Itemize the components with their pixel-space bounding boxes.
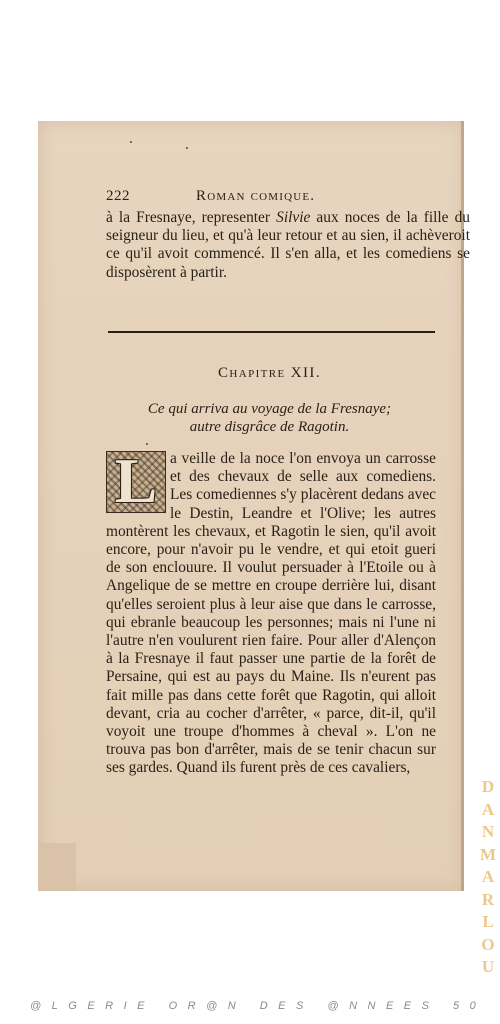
chapter-subtitle-line: autre disgrâce de Ragotin. (189, 419, 350, 435)
chapter-body (106, 445, 436, 778)
ornamental-drop-cap (106, 445, 166, 516)
continued-paragraph: à la Fresnaye, representer Silvie aux noces de la fille du seigneur du lieu, et qu'à leur retour et au sien, il achèveroit ce qu'il avoit commencé. Il s'en alla, et les comediens se disposèrent à partir. (106, 209, 470, 281)
vertical-watermark-letter: A (481, 867, 495, 886)
vertical-watermark-letter: N (481, 822, 495, 841)
vertical-watermark (477, 776, 499, 979)
book-page-scan (38, 121, 470, 891)
vertical-watermark-letter: M (479, 844, 497, 864)
vertical-watermark-letter: D (481, 777, 495, 796)
vertical-watermark-letter: L (482, 912, 494, 931)
italic-name: Silvie (276, 209, 311, 226)
running-head (106, 188, 470, 205)
page-corner-tab (38, 843, 76, 891)
vertical-watermark-letter: R (481, 889, 495, 909)
chapter-subtitle (106, 400, 433, 436)
bottom-watermark: @LGERIE OR@N DES @NNEES 50 (30, 1000, 487, 1012)
vertical-watermark-letter: O (481, 934, 495, 954)
chapter-subtitle-line: Ce qui arriva au voyage de la Fresnaye; (147, 401, 392, 417)
vertical-watermark-letter: U (481, 957, 495, 976)
drop-cap-letter: L (114, 445, 158, 516)
paper-speck (130, 141, 132, 143)
chapter-body-text: a veille de la noce l'on envoya un carrosse et des chevaux de selle aux comediens. Les comediennes s'y placèrent dedans avec le Destin, Leandre et l'Olive; les autres montèrent les chevaux, et Ragotin le sien, qu'il avoit encore, pour n'avoir pu le vendre, et qui etoit gueri de son enclouure. Il voulut persuader à l'Etoile ou à Angelique de se mettre en croupe derrière lui, disant qu'elles seroient plus à leur aise que dans le carrosse, qui ebranle beaucoup les personnes; mais ni l'une ni l'autre n'en voulurent rien faire. Pour aller d'Alençon à la Fresnaye il faut passer une partie de la forêt de Persaine, qui est au pays du Maine. Ils n'eurent pas fait mille pas dans cette forêt que Ragotin, qui alloit devant, cria au cocher d'arrêter, « parce, dit-il, qu'il voyoit une troupe d'hommes à cheval ». L'on ne trouva pas bon d'arrêter, mais de se tenir chacun sur ses gardes. Quand ils furent près de ces cavaliers, (106, 450, 436, 777)
paper-speck (186, 147, 188, 149)
page-number: 222 (106, 188, 130, 204)
section-divider (108, 331, 435, 333)
vertical-watermark-letter: A (481, 799, 495, 819)
running-title: Roman comique. (196, 188, 316, 204)
chapter-title: Chapitre XII. (218, 365, 321, 381)
